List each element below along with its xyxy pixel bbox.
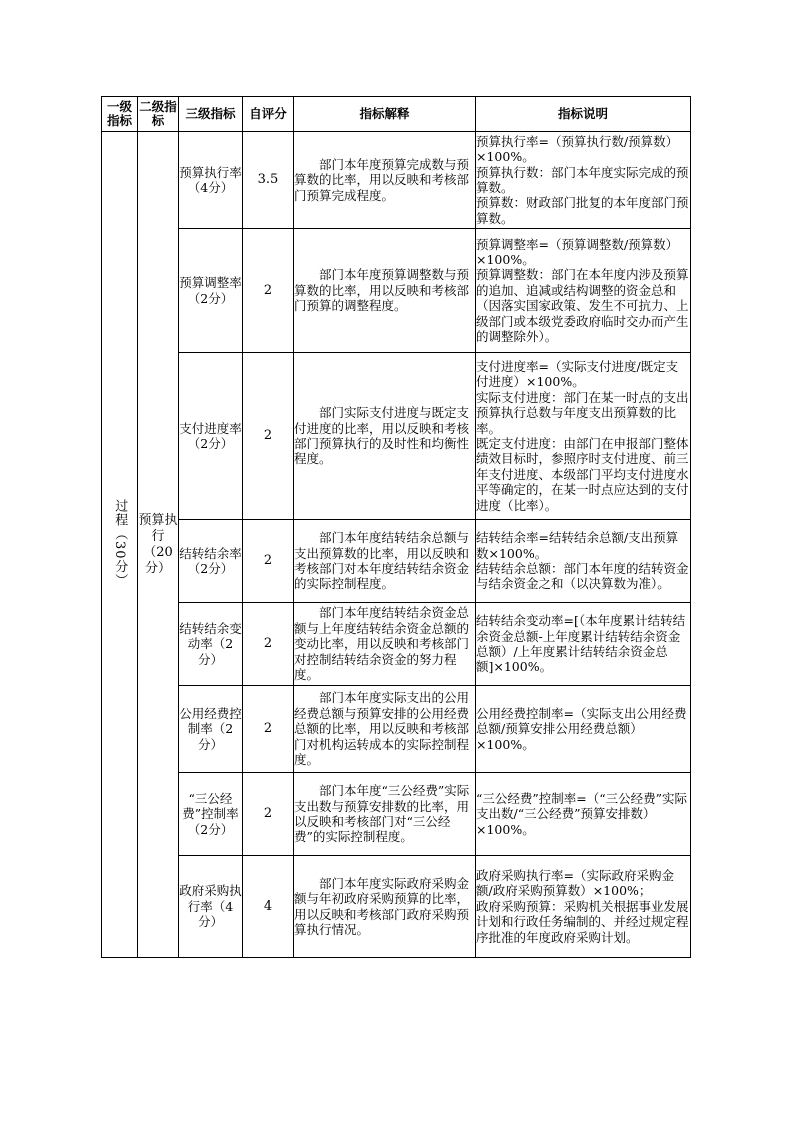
header-explanation: 指标解释 — [294, 97, 476, 132]
indicator-explanation: 部门本年度实际支出的公用经费总额与预算安排的公用经费总额的比率，用以反映和考核部门对机构运转成本的实际控制程度。 — [294, 686, 476, 773]
score-value: 2 — [243, 353, 294, 520]
indicator-name: 结转结余变动率（2分） — [179, 603, 243, 686]
score-value: 2 — [243, 603, 294, 686]
level2-label: 预算执行（20分） — [138, 512, 178, 576]
table-row — [102, 353, 691, 520]
table-row — [102, 686, 691, 773]
indicator-description: 预算执行率=（预算执行数/预算数）×100%。 预算执行数：部门本年度实际完成的预算数。 预算数：财政部门批复的本年度部门预算数。 — [476, 132, 691, 229]
indicator-description: 结转结余变动率=[（本年度累计结转结余资金总额-上年度累计结转结余资金总额）/上年度累计结转结余资金总额]×100%。 — [476, 603, 691, 686]
table-row — [102, 603, 691, 686]
indicator-explanation: 部门本年度实际政府采购金额与年初政府采购预算的比率，用以反映和考核部门政府采购预算执行情况。 — [294, 856, 476, 958]
header-score: 自评分 — [243, 97, 294, 132]
indicator-name: 预算调整率（2分） — [179, 229, 243, 353]
header-level1: 一级指标 — [102, 97, 138, 132]
indicator-name: 预算执行率（4分） — [179, 132, 243, 229]
indicator-explanation: 部门本年度预算完成数与预算数的比率，用以反映和考核部门预算完成程度。 — [294, 132, 476, 229]
header-description: 指标说明 — [476, 97, 691, 132]
indicator-name: 结转结余率（2分） — [179, 520, 243, 603]
indicator-name: 支付进度率（2分） — [179, 353, 243, 520]
level2-cell — [138, 132, 179, 958]
header-level3: 三级指标 — [179, 97, 243, 132]
indicator-description: “三公经费”控制率=（“三公经费”实际支出数/“三公经费”预算安排数）×100%。 — [476, 773, 691, 856]
level1-cell — [102, 132, 138, 958]
indicator-description: 结转结余率=结转结余总额/支出预算数×100%。 结转结余总额：部门本年度的结转资金与结余资金之和（以决算数为准）。 — [476, 520, 691, 603]
indicator-description: 预算调整率=（预算调整数/预算数）×100%。 预算调整数：部门在本年度内涉及预算的追加、追减或结构调整的资金总和（因落实国家政策、发生不可抗力、上级部门或本级党委政府临时交办而产生的调整除外）。 — [476, 229, 691, 353]
indicator-explanation: 部门本年度结转结余总额与支出预算数的比率，用以反映和考核部门对本年度结转结余资金的实际控制程度。 — [294, 520, 476, 603]
indicator-explanation: 部门本年度预算调整数与预算数的比率，用以反映和考核部门预算的调整程度。 — [294, 229, 476, 353]
score-value: 3.5 — [243, 132, 294, 229]
indicator-table — [101, 96, 691, 958]
indicator-description: 公用经费控制率=（实际支出公用经费总额/预算安排公用经费总额）×100%。 — [476, 686, 691, 773]
indicator-description: 政府采购执行率=（实际政府采购金额/政府采购预算数）×100%； 政府采购预算：采购机关根据事业发展计划和行政任务编制的、并经过规定程序批准的年度政府采购计划。 — [476, 856, 691, 958]
table-row — [102, 773, 691, 856]
indicator-description: 支付进度率=（实际支付进度/既定支付进度）×100%。 实际支付进度：部门在某一时点的支出预算执行总数与年度支出预算数的比率。 既定支付进度：由部门在申报部门整体绩效目标时，参照序时支付进度、前三年支付进度、本级部门平均支付进度水平等确定的，在某一时点应达到的支付进度（比率）。 — [476, 353, 691, 520]
score-value: 4 — [243, 856, 294, 958]
level1-label: 过程（30分） — [112, 498, 128, 588]
indicator-name: 政府采购执行率（4分） — [179, 856, 243, 958]
indicator-explanation: 部门本年度结转结余资金总额与上年度结转结余资金总额的变动比率，用以反映和考核部门对控制结转结余资金的努力程度。 — [294, 603, 476, 686]
table-header-row — [102, 97, 691, 132]
table-row — [102, 520, 691, 603]
table-row — [102, 229, 691, 353]
score-value: 2 — [243, 520, 294, 603]
indicator-explanation: 部门本年度“三公经费”实际支出数与预算安排数的比率，用以反映和考核部门对“三公经费”的实际控制程度。 — [294, 773, 476, 856]
indicator-name: “三公经费”控制率（2分） — [179, 773, 243, 856]
score-value: 2 — [243, 229, 294, 353]
indicator-name: 公用经费控制率（2分） — [179, 686, 243, 773]
table-row — [102, 856, 691, 958]
score-value: 2 — [243, 686, 294, 773]
indicator-explanation: 部门实际支付进度与既定支付进度的比率，用以反映和考核部门预算执行的及时性和均衡性程度。 — [294, 353, 476, 520]
score-value: 2 — [243, 773, 294, 856]
table-row — [102, 132, 691, 229]
header-level2: 二级指标 — [138, 97, 179, 132]
